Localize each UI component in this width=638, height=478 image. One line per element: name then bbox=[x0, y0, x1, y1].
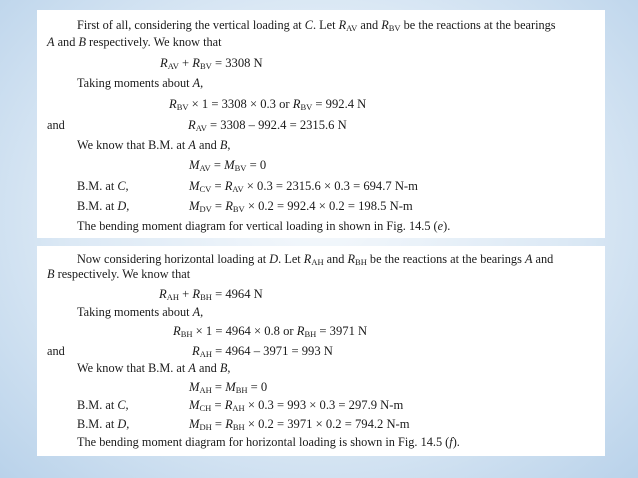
vertical-taking-moments bbox=[77, 76, 203, 90]
point-label: A bbox=[188, 361, 196, 375]
subscript: AV bbox=[195, 123, 207, 133]
vertical-moment-equation bbox=[169, 97, 366, 111]
horizontal-rah-equation bbox=[192, 344, 333, 358]
point-label: C bbox=[304, 18, 313, 32]
symbol: R bbox=[225, 199, 233, 213]
text: We know that B.M. at bbox=[77, 138, 186, 152]
horizontal-closing-line bbox=[77, 435, 460, 449]
subscript: BV bbox=[388, 23, 401, 33]
text: ). bbox=[452, 435, 460, 449]
text: and bbox=[47, 344, 65, 358]
point-label: D, bbox=[117, 417, 130, 431]
subscript: BV bbox=[232, 204, 245, 214]
text: B.M. at bbox=[77, 417, 115, 431]
text: Taking moments about bbox=[77, 305, 190, 319]
symbol: M bbox=[224, 158, 235, 172]
equation-text: × 1 = 3308 × 0.3 or bbox=[191, 97, 290, 111]
symbol: R bbox=[192, 344, 200, 358]
point-label: A, bbox=[192, 305, 204, 319]
text: We know that B.M. at bbox=[77, 361, 186, 375]
horizontal-intro-line-2 bbox=[47, 267, 190, 281]
vertical-intro-line-1 bbox=[77, 18, 556, 32]
vertical-closing-line bbox=[77, 219, 450, 233]
text: Now considering horizontal loading at bbox=[77, 252, 267, 266]
subscript: BV bbox=[234, 163, 247, 173]
equation-text: = 0 bbox=[249, 158, 267, 172]
symbol: R bbox=[296, 324, 305, 338]
text: and bbox=[57, 35, 76, 49]
equation-text: × 1 = 4964 × 0.8 or bbox=[195, 324, 294, 338]
symbol: M bbox=[189, 380, 200, 394]
equation-text: × 0.2 = 3971 × 0.2 = 794.2 N-m bbox=[247, 417, 410, 431]
symbol: R bbox=[292, 97, 301, 111]
vertical-bm-ab-zero: $M_{AV} = M_{BV} = 0$ bbox=[189, 158, 267, 173]
equation-text: = 4964 – 3971 = 993 N bbox=[215, 344, 333, 358]
point-label: A bbox=[188, 138, 196, 152]
text: respectively. We know that bbox=[89, 35, 222, 49]
subscript: AV bbox=[199, 163, 211, 173]
symbol: M bbox=[189, 199, 200, 213]
equation-text: = 3308 N bbox=[214, 56, 263, 70]
text: . Let bbox=[278, 252, 301, 266]
equation-text: = 4964 N bbox=[215, 287, 263, 301]
text: The bending moment diagram for vertical loading in shown in Fig. 14.5 ( bbox=[77, 219, 438, 233]
text: , bbox=[227, 361, 231, 375]
symbol: R bbox=[173, 324, 181, 338]
vertical-sum-equation: $R_{AV} + R_{BV} = 3308$ N bbox=[160, 56, 263, 71]
text: ). bbox=[443, 219, 451, 233]
equation-text: = 992.4 N bbox=[315, 97, 367, 111]
horizontal-bm-d-label bbox=[77, 417, 129, 431]
symbol: R bbox=[303, 252, 312, 266]
subscript: AH bbox=[166, 292, 179, 302]
text: , bbox=[227, 138, 231, 152]
subscript: BH bbox=[355, 257, 367, 267]
text: and bbox=[535, 252, 554, 266]
point-label: A, bbox=[192, 76, 204, 90]
vertical-and-label bbox=[47, 118, 65, 132]
horizontal-mch-equation: $M_{CH} = R_{AH} \times 0.3 = 993 \times 0.3 = 297.9$ N-m bbox=[189, 398, 404, 413]
text: and bbox=[360, 18, 379, 32]
subscript: BH bbox=[200, 292, 212, 302]
text: Taking moments about bbox=[77, 76, 190, 90]
horizontal-and-label bbox=[47, 344, 65, 358]
vertical-intro-line-2 bbox=[47, 35, 222, 49]
subscript: BH bbox=[235, 385, 248, 395]
subscript: BH bbox=[180, 329, 193, 339]
vertical-loading-panel bbox=[37, 10, 605, 238]
subscript: CV bbox=[199, 184, 212, 194]
point-label: A bbox=[47, 35, 55, 49]
vertical-rav-equation bbox=[188, 118, 347, 132]
subscript: AV bbox=[232, 184, 244, 194]
symbol: R bbox=[192, 287, 201, 301]
symbol: M bbox=[189, 398, 200, 412]
symbol: R bbox=[338, 18, 347, 32]
text: First of all, considering the vertical loading at bbox=[77, 18, 302, 32]
subscript: AH bbox=[232, 403, 245, 413]
subscript: AH bbox=[199, 349, 212, 359]
subscript: BH bbox=[304, 329, 317, 339]
horizontal-intro-line-1 bbox=[77, 252, 553, 266]
text: B.M. at bbox=[77, 398, 115, 412]
subscript: BV bbox=[300, 102, 313, 112]
text: B.M. at bbox=[77, 179, 115, 193]
subscript: BH bbox=[232, 422, 245, 432]
symbol: R bbox=[169, 97, 177, 111]
horizontal-mdh-equation: $M_{DH} = R_{BH} \times 0.2 = 3971 \times 0.2 = 794.2$ N-m bbox=[189, 417, 410, 432]
symbol: M bbox=[189, 158, 200, 172]
subscript: AH bbox=[199, 385, 212, 395]
equation-text: = 0 bbox=[250, 380, 268, 394]
subscript: AV bbox=[167, 61, 179, 71]
equation-text: × 0.3 = 993 × 0.3 = 297.9 N-m bbox=[247, 398, 404, 412]
symbol: R bbox=[224, 398, 233, 412]
equation-text: = 3971 N bbox=[319, 324, 368, 338]
horizontal-loading-panel bbox=[37, 246, 605, 456]
point-label: D bbox=[269, 252, 279, 266]
symbol: M bbox=[225, 380, 236, 394]
horizontal-bm-intro bbox=[77, 361, 230, 375]
text: respectively. We know that bbox=[57, 267, 191, 281]
text: The bending moment diagram for horizontal loading is shown in Fig. 14.5 ( bbox=[77, 435, 450, 449]
figure-letter: e bbox=[437, 219, 444, 233]
text: be the reactions at the bearings bbox=[369, 252, 522, 266]
horizontal-bm-c-label bbox=[77, 398, 129, 412]
symbol: R bbox=[159, 287, 167, 301]
symbol: M bbox=[189, 179, 200, 193]
symbol: R bbox=[225, 417, 233, 431]
text: B.M. at bbox=[77, 199, 115, 213]
symbol: R bbox=[224, 179, 233, 193]
subscript: BV bbox=[200, 61, 212, 71]
text: and bbox=[198, 138, 217, 152]
horizontal-sum-equation: $R_{AH} + R_{BH} = 4964$ N bbox=[159, 287, 263, 302]
subscript: CH bbox=[199, 403, 212, 413]
point-label: C, bbox=[117, 398, 129, 412]
symbol: R bbox=[347, 252, 356, 266]
horizontal-bm-ab-zero: $M_{AH} = M_{BH} = 0$ bbox=[189, 380, 268, 395]
subscript: AH bbox=[311, 257, 324, 267]
equation-text: × 0.3 = 2315.6 × 0.3 = 694.7 N-m bbox=[246, 179, 418, 193]
figure-letter: f bbox=[449, 435, 453, 449]
equation-text: × 0.2 = 992.4 × 0.2 = 198.5 N-m bbox=[247, 199, 413, 213]
equation-text: = 3308 – 992.4 = 2315.6 N bbox=[210, 118, 347, 132]
point-label: B bbox=[219, 138, 228, 152]
vertical-bm-intro bbox=[77, 138, 230, 152]
vertical-bm-c-label bbox=[77, 179, 129, 193]
point-label: B bbox=[78, 35, 86, 49]
vertical-mcv-equation: $M_{CV} = R_{AV} \times 0.3 = 2315.6 \times 0.3 = 694.7$ N-m bbox=[189, 179, 418, 194]
text: and bbox=[198, 361, 217, 375]
point-label: D, bbox=[117, 199, 130, 213]
text: be the reactions at the bearings bbox=[403, 18, 556, 32]
subscript: AV bbox=[346, 23, 358, 33]
vertical-mdv-equation: $M_{DV} = R_{BV} \times 0.2 = 992.4 \times 0.2 = 198.5$ N-m bbox=[189, 199, 413, 214]
point-label: B bbox=[219, 361, 228, 375]
horizontal-taking-moments bbox=[77, 305, 203, 319]
symbol: M bbox=[189, 417, 200, 431]
symbol: R bbox=[192, 56, 200, 70]
text: and bbox=[47, 118, 65, 132]
subscript: DV bbox=[199, 204, 212, 214]
symbol: R bbox=[381, 18, 389, 32]
horizontal-moment-equation bbox=[173, 324, 367, 338]
symbol: R bbox=[160, 56, 168, 70]
point-label: B bbox=[47, 267, 55, 281]
point-label: A bbox=[524, 252, 533, 266]
point-label: C, bbox=[117, 179, 129, 193]
text: . Let bbox=[312, 18, 336, 32]
symbol: R bbox=[188, 118, 196, 132]
subscript: DH bbox=[199, 422, 212, 432]
subscript: BV bbox=[176, 102, 189, 112]
vertical-bm-d-label bbox=[77, 199, 129, 213]
text: and bbox=[326, 252, 345, 266]
